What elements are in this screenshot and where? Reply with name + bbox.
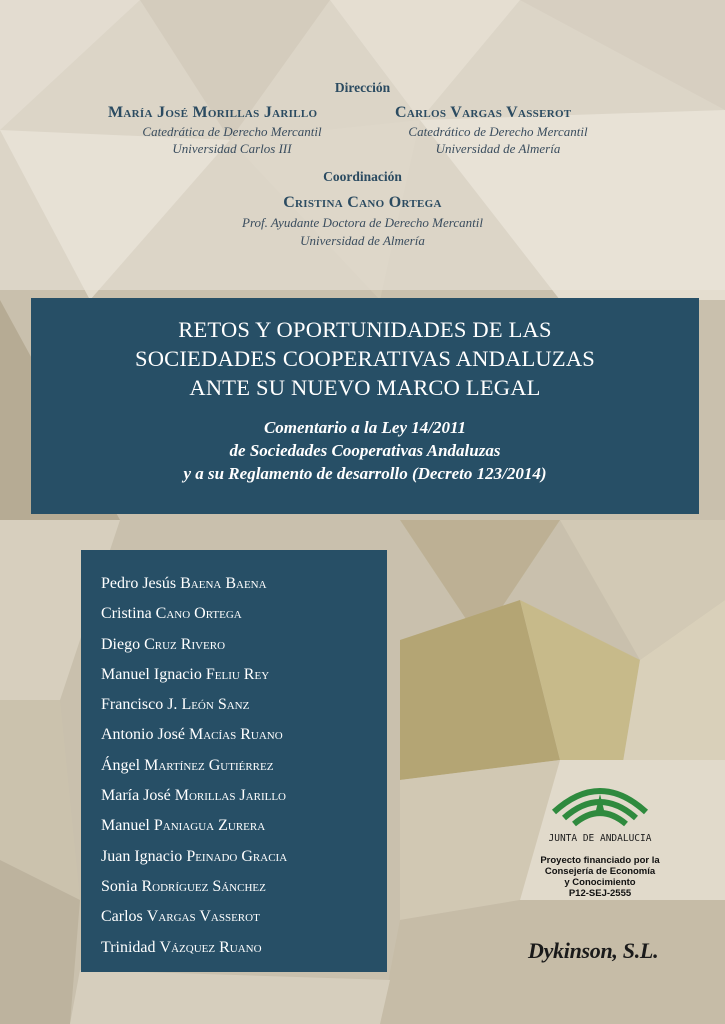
title-panel bbox=[31, 298, 699, 514]
author-item bbox=[101, 751, 387, 781]
funding-line-2: Consejería de Economía bbox=[544, 866, 656, 877]
author-first-name: Cristina bbox=[101, 605, 152, 623]
author-last-name: Macías Ruano bbox=[189, 726, 283, 744]
junta-de-andalucia-logo bbox=[540, 770, 660, 840]
author-last-name: León Sanz bbox=[181, 696, 250, 714]
author-first-name: Manuel Ignacio bbox=[101, 665, 202, 683]
author-first-name: Ángel bbox=[101, 756, 141, 774]
coordination-label: Coordinación bbox=[323, 169, 402, 184]
author-item bbox=[101, 660, 387, 690]
authors-list bbox=[81, 550, 387, 963]
author-item bbox=[101, 630, 387, 660]
author-last-name: Vargas Vasserot bbox=[146, 908, 260, 926]
funding-line-3: y Conocimiento bbox=[564, 877, 636, 888]
coordinator-university: Universidad de Almería bbox=[300, 233, 425, 248]
author-item bbox=[101, 690, 387, 720]
author-first-name: Manuel bbox=[101, 817, 150, 835]
publisher-logo: Dykinson, S.L. bbox=[528, 938, 659, 963]
author-item bbox=[101, 902, 387, 932]
author-first-name: Pedro Jesús bbox=[101, 575, 177, 592]
author-last-name: Rodríguez Sánchez bbox=[141, 877, 266, 895]
subtitle-line-3: y a su Reglamento de desarrollo (Decreto 123/2014) bbox=[183, 464, 547, 483]
author-last-name: Morillas Jarillo bbox=[174, 787, 286, 805]
author-item bbox=[101, 599, 387, 629]
author-last-name: Cruz Rivero bbox=[144, 635, 226, 653]
author-last-name: Martínez Gutiérrez bbox=[144, 756, 274, 774]
author-last-name: Vázquez Ruano bbox=[159, 938, 262, 956]
author-first-name: Francisco J. bbox=[101, 696, 178, 714]
author-item bbox=[101, 781, 387, 811]
authors-panel bbox=[81, 550, 387, 972]
director2-university: Universidad de Almería bbox=[435, 141, 561, 156]
director2-role: Catedrático de Derecho Mercantil bbox=[408, 124, 588, 139]
author-last-name: Feliu Rey bbox=[205, 665, 270, 683]
author-last-name: Cano Ortega bbox=[155, 605, 242, 623]
author-item bbox=[101, 933, 387, 963]
director1-name: María José Morillas Jarillo bbox=[108, 104, 318, 121]
author-first-name: Juan Ignacio bbox=[101, 847, 183, 865]
author-first-name: Diego bbox=[101, 635, 141, 653]
author-last-name: Peinado Gracia bbox=[186, 847, 288, 865]
junta-logo-text: JUNTA DE ANDALUCIA bbox=[548, 833, 652, 844]
coordinator-role: Prof. Ayudante Doctora de Derecho Mercantil bbox=[242, 215, 483, 230]
author-last-name: Paniagua Zurera bbox=[153, 817, 266, 835]
author-item bbox=[101, 569, 387, 599]
director1-university: Universidad Carlos III bbox=[172, 141, 292, 156]
author-first-name: María José bbox=[101, 787, 171, 805]
direction-label: Dirección bbox=[334, 80, 391, 95]
author-first-name: Trinidad bbox=[101, 938, 156, 956]
subtitle-line-1: Comentario a la Ley 14/2011 bbox=[263, 418, 467, 437]
title-line-2: SOCIEDADES COOPERATIVAS ANDALUZAS bbox=[135, 346, 595, 371]
author-item bbox=[101, 720, 387, 750]
director2-name: Carlos Vargas Vasserot bbox=[395, 104, 572, 121]
director1-role: Catedrática de Derecho Mercantil bbox=[142, 124, 322, 139]
author-first-name: Antonio José bbox=[101, 726, 185, 744]
title-line-3: ANTE SU NUEVO MARCO LEGAL bbox=[189, 375, 541, 400]
author-item bbox=[101, 872, 387, 902]
coordinator-name: Cristina Cano Ortega bbox=[283, 194, 442, 211]
subtitle-line-2: de Sociedades Cooperativas Andaluzas bbox=[229, 441, 501, 460]
author-item bbox=[101, 811, 387, 841]
funding-note bbox=[533, 855, 667, 899]
author-last-name: Baena Baena bbox=[180, 575, 267, 592]
author-item bbox=[101, 842, 387, 872]
funding-line-1: Proyecto financiado por la bbox=[540, 855, 660, 866]
funding-line-4: P12-SEJ-2555 bbox=[568, 888, 632, 899]
author-first-name: Carlos bbox=[101, 908, 143, 926]
author-first-name: Sonia bbox=[101, 877, 138, 895]
title-line-1: RETOS Y OPORTUNIDADES DE LAS bbox=[178, 317, 552, 342]
